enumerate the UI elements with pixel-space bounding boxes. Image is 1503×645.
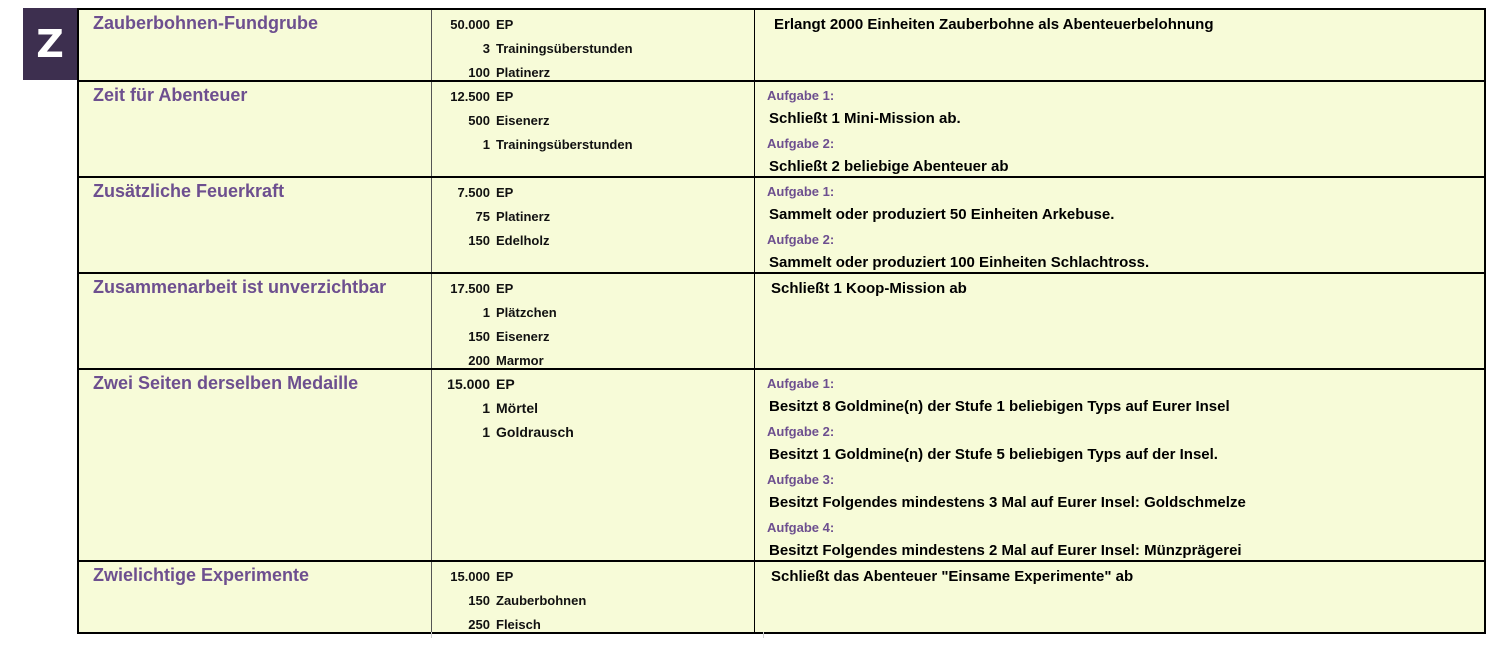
task-list [769,277,1474,301]
reward-label: Trainingsüberstunden [496,40,633,56]
trailing-divider-mark [763,632,764,638]
reward-amount: 200 [468,352,490,368]
task-description: Besitzt 1 Goldmine(n) der Stufe 5 beliebigen Typs auf der Insel. [769,446,1218,463]
reward-list [431,276,754,372]
reward-list [431,372,754,444]
reward-label: EP [496,568,514,584]
task-heading: Aufgabe 2: [767,136,835,151]
reward-label: Mörtel [496,400,538,416]
column-divider [754,274,755,368]
reward-amount: 250 [468,616,490,632]
reward-label: Platinerz [496,208,551,224]
task-heading: Aufgabe 3: [767,472,835,487]
task-description: Schließt das Abenteuer "Einsame Experimente" ab [771,568,1134,585]
reward-label: Plätzchen [496,304,557,320]
reward-label: EP [496,280,514,296]
task-list [767,181,1474,277]
reward-amount: 150 [468,232,490,248]
task-list [767,373,1474,565]
reward-item [431,420,754,444]
quest-name: Zwei Seiten derselben Medaille [93,373,359,393]
reward-label: Fleisch [496,616,541,632]
reward-amount: 15.000 [450,568,490,584]
quest-name: Zeit für Abenteuer [93,85,248,105]
reward-label: Marmor [496,352,544,368]
reward-amount: 50.000 [450,16,490,32]
quest-row [79,82,1484,178]
reward-amount: 500 [468,112,490,128]
task-list [772,13,1474,37]
quest-name: Zusammenarbeit ist unverzichtbar [93,277,387,297]
task-heading: Aufgabe 1: [767,88,835,103]
reward-item [431,276,754,300]
reward-item [431,588,754,612]
reward-list [431,84,754,156]
reward-amount: 12.500 [450,88,490,104]
task-heading: Aufgabe 1: [767,376,835,391]
reward-label: EP [496,184,514,200]
reward-item [431,564,754,588]
reward-label: Edelholz [496,232,550,248]
reward-list [431,12,754,84]
reward-label: Zauberbohnen [496,592,587,608]
reward-amount: 150 [468,328,490,344]
task-description: Besitzt Folgendes mindestens 3 Mal auf Eurer Insel: Goldschmelze [769,494,1246,511]
reward-label: Goldrausch [496,424,574,440]
reward-label: Trainingsüberstunden [496,136,633,152]
reward-amount: 1 [482,424,490,440]
reward-item [431,324,754,348]
task-description: Besitzt Folgendes mindestens 2 Mal auf Eurer Insel: Münzprägerei [769,542,1242,559]
reward-amount: 1 [482,304,490,320]
reward-amount: 150 [468,592,490,608]
reward-item [431,612,754,636]
reward-amount: 100 [468,64,490,80]
reward-item [431,396,754,420]
reward-amount: 75 [475,208,490,224]
task-list [767,85,1474,181]
reward-amount: 17.500 [450,280,490,296]
reward-label: Eisenerz [496,328,550,344]
reward-amount: 7.500 [457,184,490,200]
quest-row [79,274,1484,370]
quest-name: Zwielichtige Experimente [93,565,310,585]
quest-name: Zauberbohnen-Fundgrube [93,13,318,33]
task-heading: Aufgabe 2: [767,232,835,247]
reward-amount: 15.000 [447,376,490,392]
task-description: Sammelt oder produziert 100 Einheiten Schlachtross. [769,254,1150,271]
reward-item [431,228,754,252]
task-description: Sammelt oder produziert 50 Einheiten Arkebuse. [769,206,1115,223]
quest-table [77,8,1486,634]
reward-amount: 1 [482,400,490,416]
column-divider [754,370,755,560]
task-description: Besitzt 8 Goldmine(n) der Stufe 1 beliebigen Typs auf Eurer Insel [769,398,1230,415]
quest-row [79,178,1484,274]
quest-row [79,562,1484,634]
task-description: Schließt 1 Mini-Mission ab. [769,110,961,127]
reward-item [431,180,754,204]
reward-amount: 1 [482,136,490,152]
reward-amount: 3 [482,40,490,56]
reward-list [431,180,754,252]
reward-item [431,204,754,228]
column-divider [754,562,755,632]
task-heading: Aufgabe 1: [767,184,835,199]
task-list [769,565,1474,589]
reward-label: Platinerz [496,64,551,80]
section-letter-badge: Z [23,8,77,80]
quest-row [79,10,1484,82]
column-divider [754,10,755,80]
reward-item [431,132,754,156]
reward-item [431,300,754,324]
quest-name: Zusätzliche Feuerkraft [93,181,285,201]
quest-row [79,370,1484,562]
column-divider [754,178,755,272]
task-heading: Aufgabe 4: [767,520,835,535]
reward-list [431,564,754,636]
trailing-divider-mark [431,632,432,638]
reward-item [431,36,754,60]
reward-item [431,60,754,84]
task-heading: Aufgabe 2: [767,424,835,439]
reward-item [431,108,754,132]
reward-item [431,84,754,108]
reward-item [431,348,754,372]
reward-label: Eisenerz [496,112,550,128]
column-divider [754,82,755,176]
reward-label: EP [496,16,514,32]
task-description: Schließt 1 Koop-Mission ab [771,280,967,297]
reward-item [431,12,754,36]
task-description: Schließt 2 beliebige Abenteuer ab [769,158,1009,175]
reward-label: EP [496,88,514,104]
reward-item [431,372,754,396]
task-description: Erlangt 2000 Einheiten Zauberbohne als Abenteuerbelohnung [774,16,1214,33]
reward-label: EP [496,376,515,392]
